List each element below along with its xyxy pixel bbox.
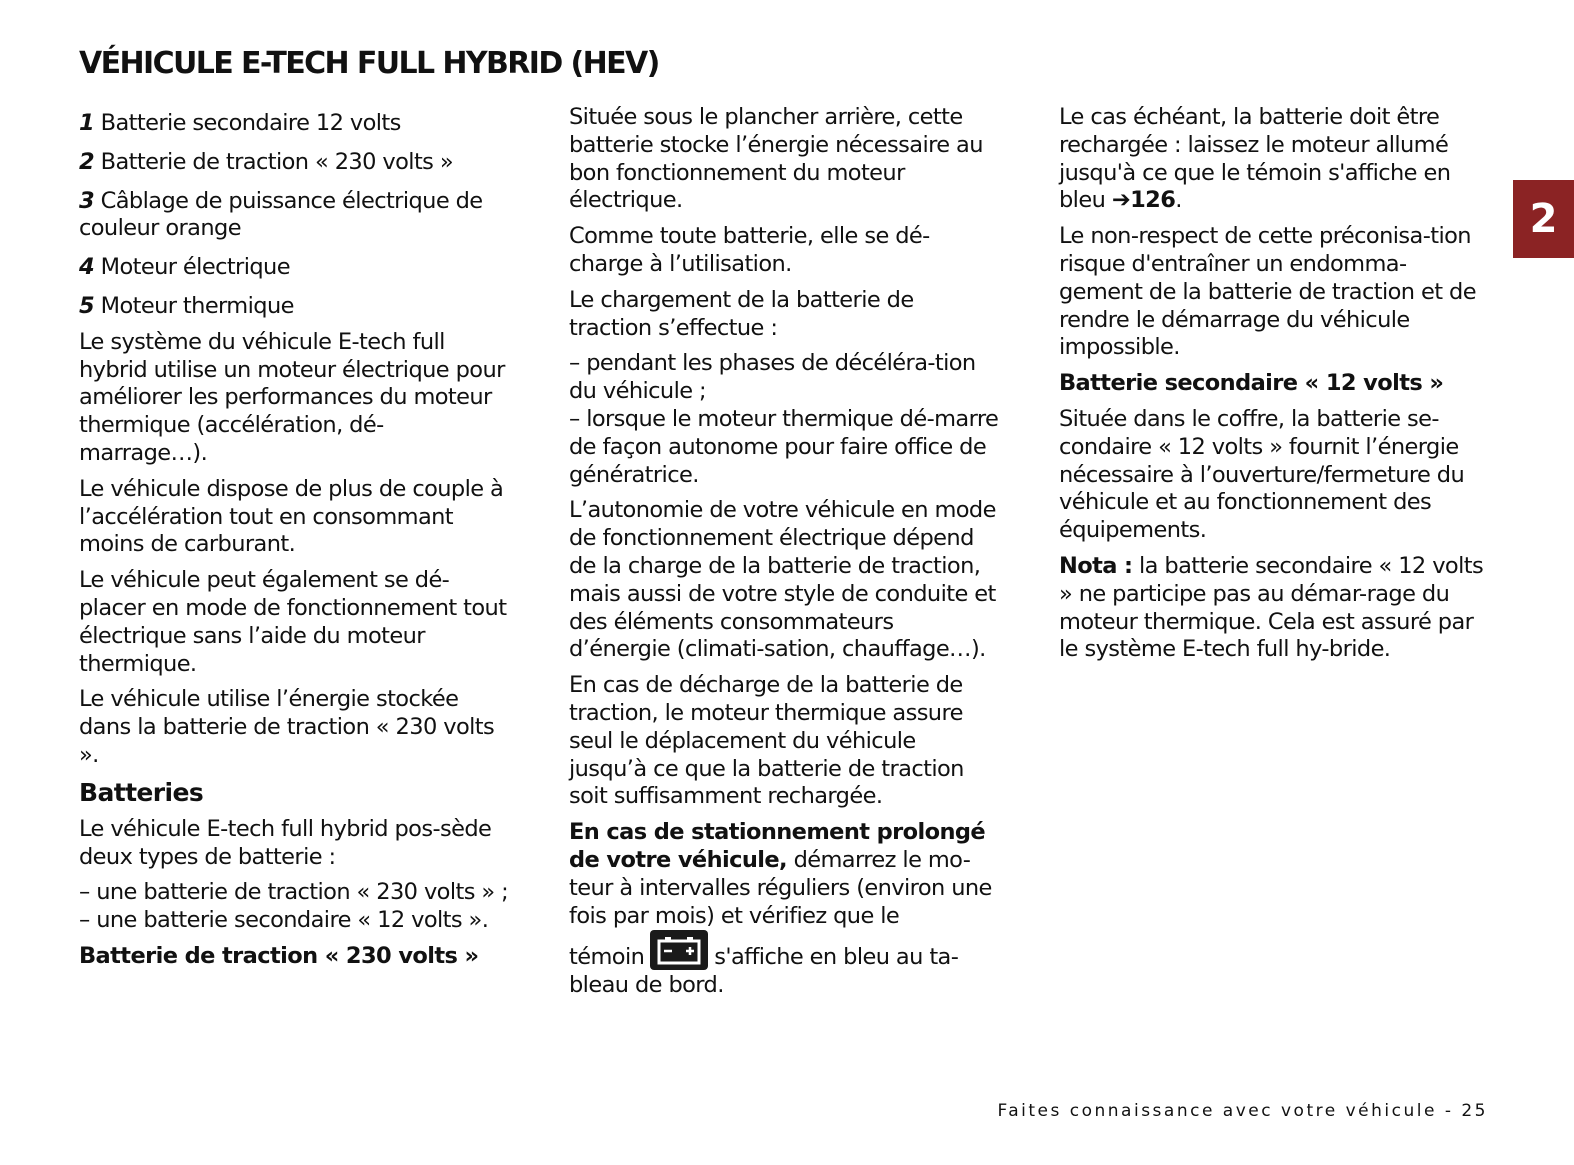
paragraph: Le véhicule E-tech full hybrid pos-sède deux types de batterie : xyxy=(79,815,492,870)
chapter-tab xyxy=(1513,180,1574,258)
sub-heading: Batterie secondaire « 12 volts » xyxy=(1059,370,1444,397)
paragraph: Comme toute batterie, elle se dé-charge à l’utilisation. xyxy=(569,223,930,277)
paragraph: Le système du véhicule E-tech full hybrid utilise un moteur électrique pour améliorer les performances du moteur thermique (accélération, dé-marrage…). xyxy=(79,328,505,466)
dash-list xyxy=(79,879,509,935)
paragraph: Le chargement de la batterie de traction s’effectue : xyxy=(569,286,914,341)
battery-warning-icon xyxy=(650,930,708,970)
page-footer: Faites connaissance avec votre véhicule - 25 xyxy=(997,1101,1488,1121)
column-1 xyxy=(79,110,509,979)
column-2 xyxy=(569,104,999,1008)
page-title: VÉHICULE E-TECH FULL HYBRID (HEV) xyxy=(79,46,659,81)
section-heading: Batteries xyxy=(79,777,204,807)
dash-item: – une batterie secondaire « 12 volts ». xyxy=(79,907,489,934)
paragraph: Le véhicule dispose de plus de couple à l’accélération tout en consommant moins de carburant. xyxy=(79,475,504,558)
chapter-number: 2 xyxy=(1529,196,1558,242)
paragraph: Le cas échéant, la batterie doit être rechargée : laissez le moteur allumé jusqu'à ce que le témoin s'affiche en bleu ➔126. xyxy=(1059,104,1451,214)
paragraph: Le non-respect de cette préconisa-tion risque d'entraîner un endomma-gement de la batterie de traction et de rendre le démarrage du véhicule impossible. xyxy=(1059,223,1476,361)
nota-label: Nota : xyxy=(1059,552,1133,579)
list-item: 4 Moteur électrique xyxy=(79,254,290,281)
paragraph: L’autonomie de votre véhicule en mode de fonctionnement électrique dépend de la charge de la batterie de traction, mais aussi de votre style de conduite et des éléments consommateurs d’énergie (climati-sation, chauffage…). xyxy=(569,497,996,663)
dash-item: – pendant les phases de décéléra-tion du véhicule ; xyxy=(569,350,976,405)
paragraph: En cas de stationnement prolongé de votre véhicule, démarrez le mo-teur à intervalles réguliers (environ une fois par mois) et vérifiez que le témoin s'affiche en bleu au ta-bleau de bord. xyxy=(569,819,992,999)
paragraph: Le véhicule peut également se dé-placer en mode de fonctionnement tout électrique sans l’aide du moteur thermique. xyxy=(79,567,507,677)
dash-list xyxy=(569,350,999,489)
arrow-right-icon: ➔ xyxy=(1111,187,1131,214)
list-item: 1 Batterie secondaire 12 volts xyxy=(79,110,401,136)
list-item: 5 Moteur thermique xyxy=(79,292,294,319)
paragraph: Le véhicule utilise l’énergie stockée dans la batterie de traction « 230 volts ». xyxy=(79,686,495,768)
paragraph: Située dans le coffre, la batterie se-condaire « 12 volts » fournit l’énergie nécessaire à l’ouverture/fermeture du véhicule et au fonctionnement des équipements. xyxy=(1059,405,1465,544)
list-item: 2 Batterie de traction « 230 volts » xyxy=(79,148,454,175)
nota-paragraph: Nota : la batterie secondaire « 12 volts » ne participe pas au démar-rage du moteur thermique. Cela est assuré par le système E-tech full hy-bride. xyxy=(1059,552,1484,663)
sub-heading: Batterie de traction « 230 volts » xyxy=(79,942,479,969)
dash-item: – une batterie de traction « 230 volts » ; xyxy=(79,879,509,906)
bold-lead: En cas de stationnement prolongé de votre véhicule, xyxy=(569,819,986,873)
column-3 xyxy=(1059,104,1489,672)
dash-item: – lorsque le moteur thermique dé-marre de façon autonome pour faire office de génératrice. xyxy=(569,405,999,488)
paragraph: Située sous le plancher arrière, cette batterie stocke l’énergie nécessaire au bon fonctionnement du moteur électrique. xyxy=(569,104,983,214)
list-item: 3 Câblage de puissance électrique de couleur orange xyxy=(79,187,483,242)
paragraph: En cas de décharge de la batterie de traction, le moteur thermique assure seul le déplacement du véhicule jusqu’à ce que la batterie de traction soit suffisamment rechargée. xyxy=(569,672,964,810)
page-reference[interactable]: 126 xyxy=(1130,187,1176,214)
